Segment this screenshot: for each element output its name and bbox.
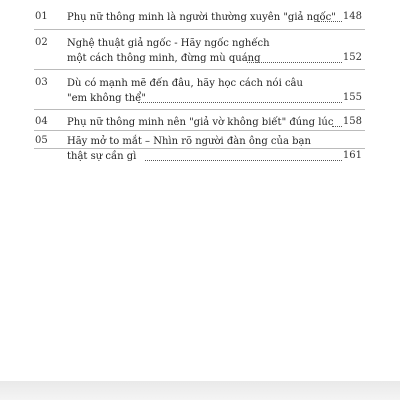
- entry-title-line: Nghệ thuật giả ngốc - Hãy ngốc nghếch: [67, 38, 270, 49]
- entry-title-line: Phụ nữ thông minh nên "giả vờ không biết" đúng lúc: [67, 117, 334, 128]
- dot-leader: [138, 102, 342, 103]
- divider: [34, 29, 365, 30]
- dot-leader: [318, 21, 342, 22]
- page-shadow: [0, 381, 400, 400]
- divider: [34, 109, 365, 110]
- divider: [34, 130, 365, 131]
- entry-page-number: 158: [342, 116, 362, 127]
- entry-title-line: "em không thể": [67, 93, 146, 104]
- entry-title-line: Phụ nữ thông minh là người thường xuyên "giả ngốc": [67, 12, 336, 23]
- entry-number: 02: [35, 37, 48, 48]
- entry-number: 04: [35, 116, 48, 127]
- entry-title-line: Hãy mở to mắt – Nhìn rõ người đàn ông của bạn: [67, 136, 311, 147]
- dot-leader: [145, 160, 342, 161]
- entry-title-line: thật sự cần gì: [67, 151, 137, 162]
- entry-page-number: 148: [342, 11, 362, 22]
- entry-page-number: 161: [342, 150, 362, 161]
- dot-leader: [332, 126, 342, 127]
- divider: [34, 148, 365, 149]
- entry-title-line: Dù có mạnh mẽ đến đâu, hãy học cách nói câu: [67, 78, 303, 89]
- entry-page-number: 155: [342, 92, 362, 103]
- dot-leader: [247, 62, 342, 63]
- entry-page-number: 152: [342, 52, 362, 63]
- entry-number: 01: [35, 11, 48, 22]
- entry-number: 05: [35, 135, 48, 146]
- divider: [34, 69, 365, 70]
- entry-title-line: một cách thông minh, đừng mù quáng: [67, 53, 261, 64]
- entry-number: 03: [35, 77, 48, 88]
